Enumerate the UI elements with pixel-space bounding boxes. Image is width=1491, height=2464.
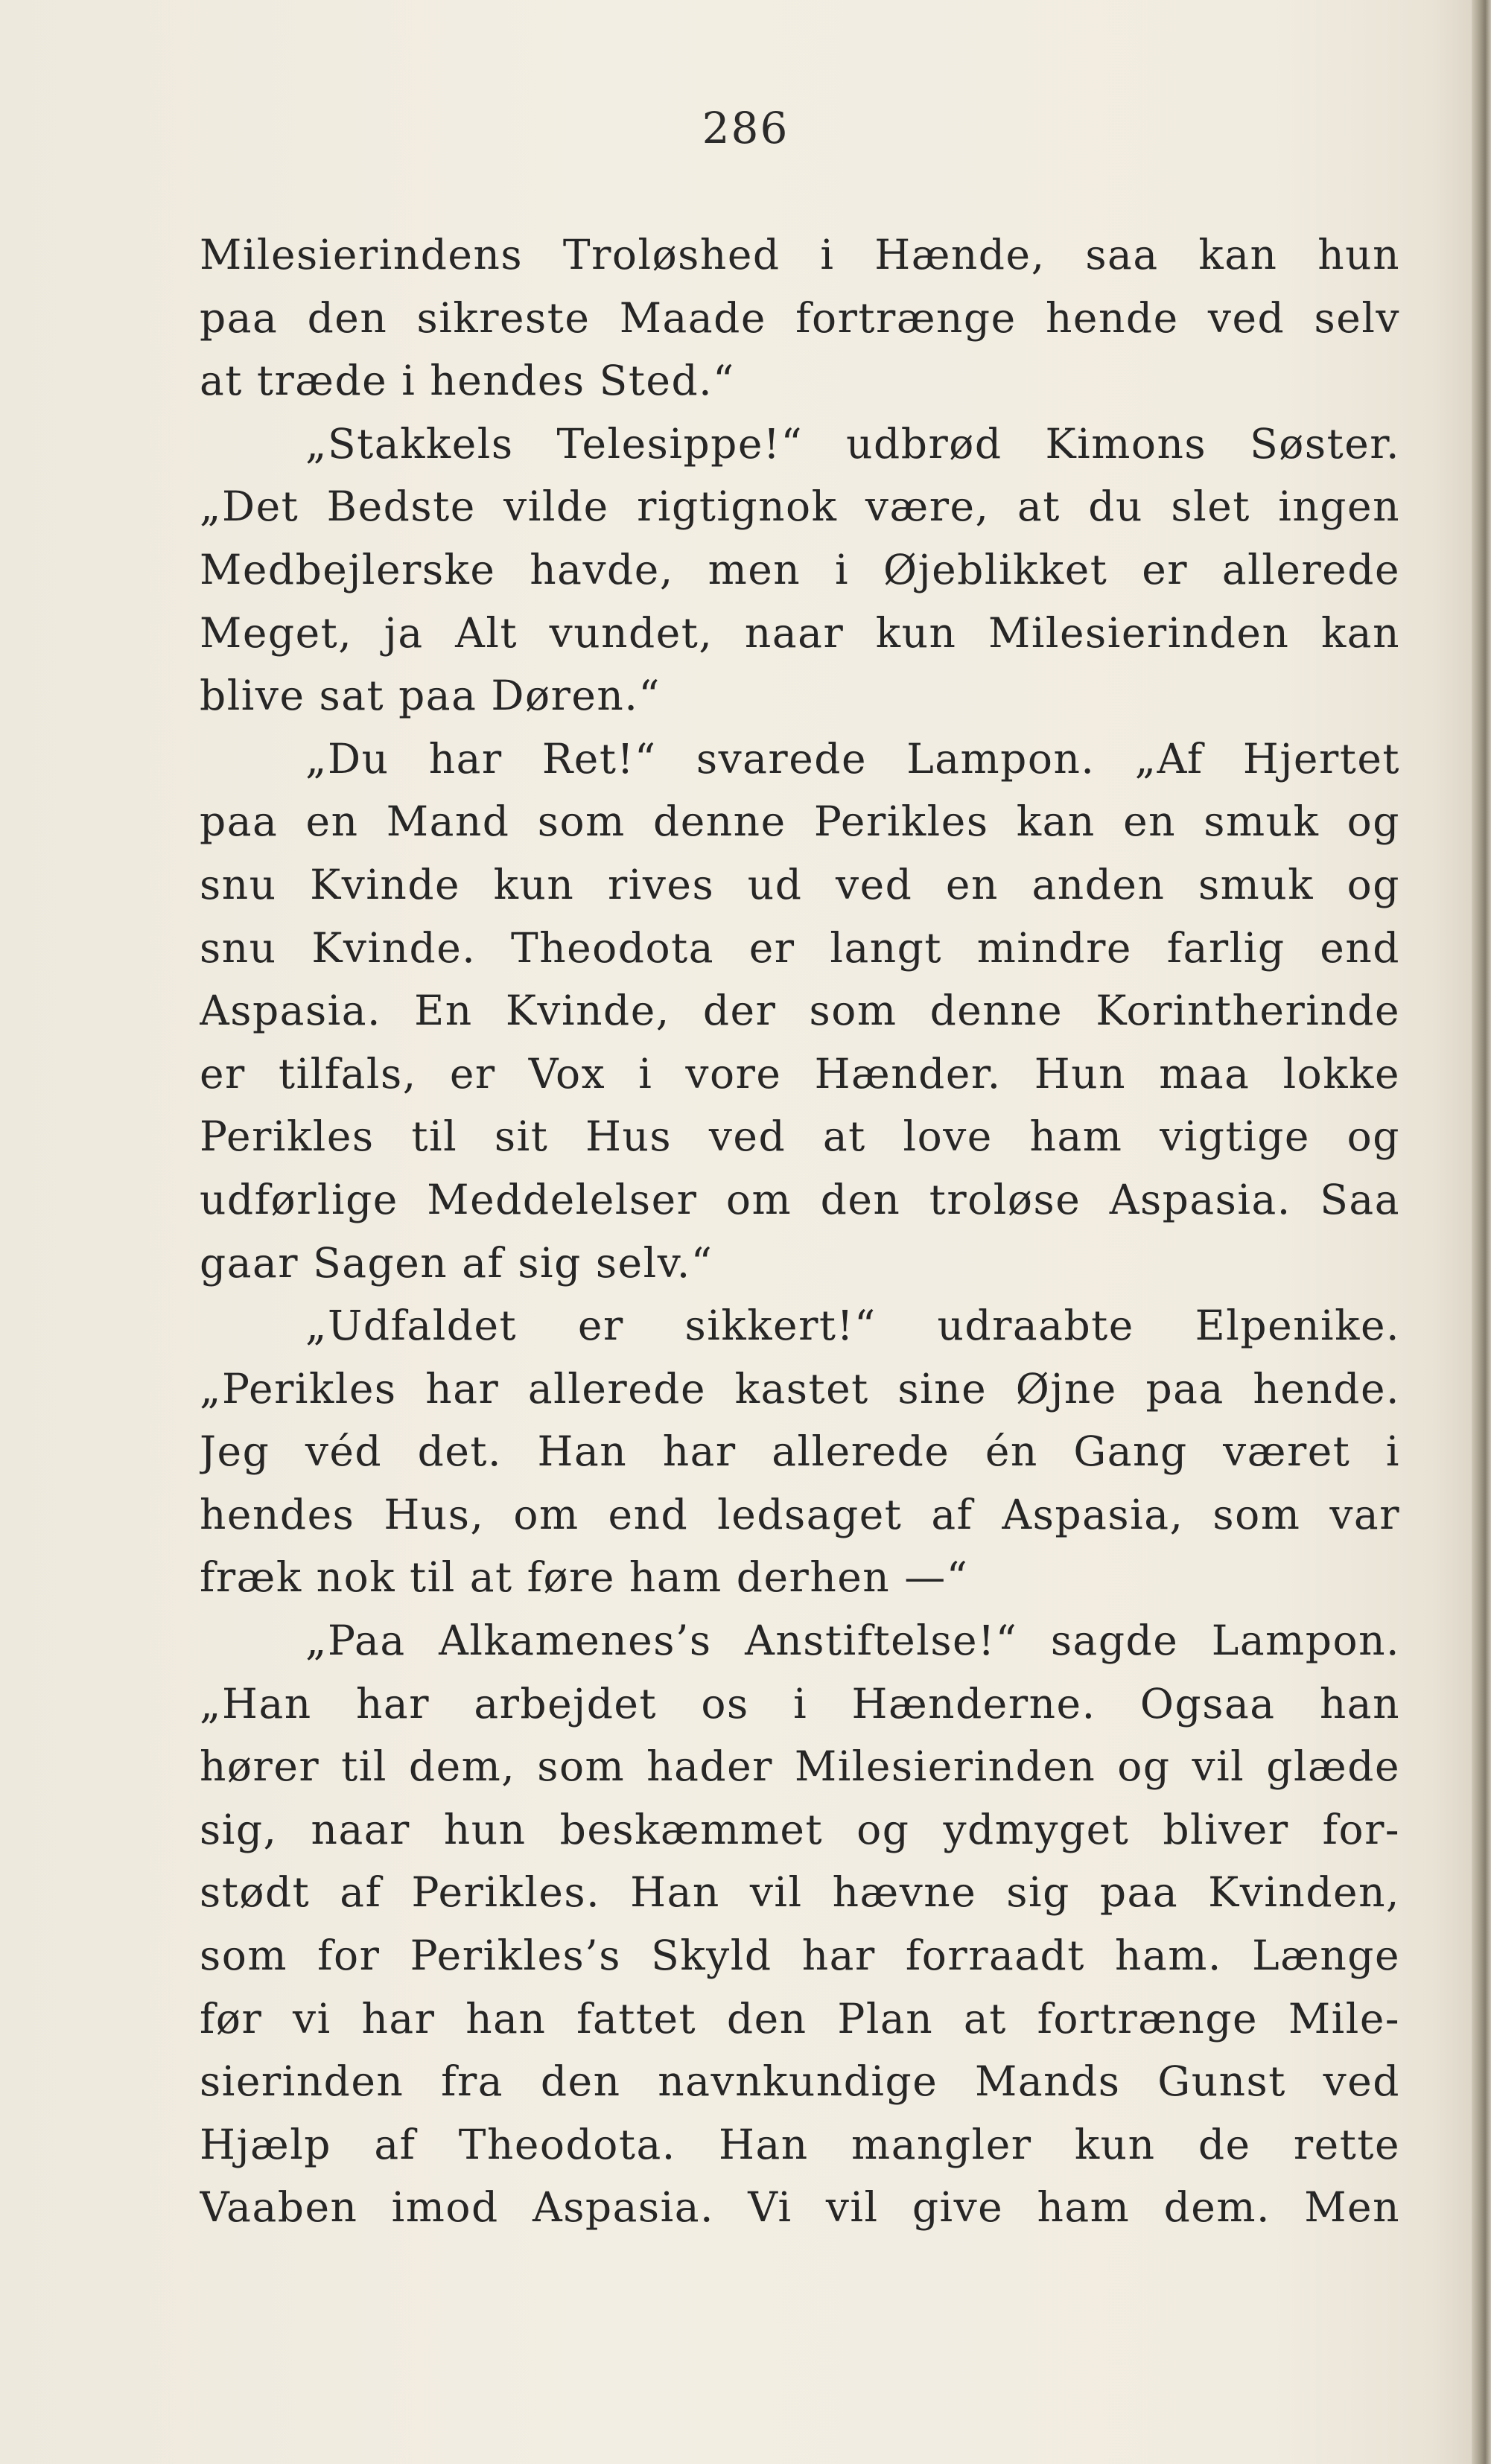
text-line: er tilfals, er Vox i vore Hænder. Hun maa lokke (200, 1049, 1400, 1098)
text-line: udførlige Meddelelser om den troløse Aspasia. Saa (200, 1175, 1400, 1223)
text-line: „Det Bedste vilde rigtignok være, at du slet ingen (200, 483, 1400, 531)
text-line: snu Kvinde kun rives ud ved en anden smuk og (200, 860, 1400, 908)
text-line: „Paa Alkamenes’s Anstiftelse!“ sagde Lampon. (305, 1617, 1400, 1665)
text-line: Vaaben imod Aspasia. Vi vil give ham dem. Men (200, 2183, 1400, 2232)
text-line: Milesierindens Troløshed i Hænde, saa kan hun (200, 231, 1400, 278)
text-line: at træde i hendes Sted.“ (200, 357, 735, 405)
text-line: „Du har Ret!“ svarede Lampon. „Af Hjertet (305, 734, 1400, 783)
text-line: Hjælp af Theodota. Han mangler kun de rette (200, 2120, 1400, 2168)
text-line: sierinden fra den navnkundige Mands Gunst ved (200, 2057, 1400, 2106)
text-line: Perikles til sit Hus ved at love ham vigtige og (200, 1112, 1400, 1161)
text-line: fræk nok til at føre ham derhen —“ (200, 1553, 969, 1602)
text-line: Medbejlerske havde, men i Øjeblikket er allerede (200, 545, 1400, 593)
body-text (200, 223, 1400, 2239)
text-line: paa en Mand som denne Perikles kan en smuk og (200, 798, 1400, 846)
text-line: paa den sikreste Maade fortrænge hende ved selv (200, 293, 1400, 342)
text-line: før vi har han fattet den Plan at fortrænge Mile- (200, 1994, 1400, 2043)
text-line: hendes Hus, om end ledsaget af Aspasia, som var (200, 1490, 1400, 1538)
text-line: Aspasia. En Kvinde, der som denne Korintherinde (200, 987, 1400, 1035)
text-line: gaar Sagen af sig selv.“ (200, 1238, 713, 1287)
text-line: blive sat paa Døren.“ (200, 672, 661, 720)
text-line: „Stakkels Telesippe!“ udbrød Kimons Søster. (305, 419, 1400, 468)
text-line: hører til dem, som hader Milesierinden og vil glæde (200, 1742, 1400, 1791)
text-line: som for Perikles’s Skyld har forraadt ham. Længe (200, 1932, 1400, 1980)
text-line: „Han har arbejdet os i Hænderne. Ogsaa han (200, 1679, 1400, 1728)
text-line: Meget, ja Alt vundet, naar kun Milesierinden kan (200, 608, 1400, 657)
text-line: snu Kvinde. Theodota er langt mindre farlig end (200, 923, 1400, 972)
page-edge-shadow (1472, 0, 1491, 2464)
text-line: „Udfaldet er sikkert!“ udraabte Elpenike. (305, 1302, 1400, 1350)
text-line: stødt af Perikles. Han vil hævne sig paa Kvinden, (200, 1868, 1400, 1917)
text-line: Jeg véd det. Han har allerede én Gang været i (200, 1427, 1400, 1476)
text-line: „Perikles har allerede kastet sine Øjne paa hende. (200, 1364, 1400, 1413)
page-number: 286 (702, 103, 789, 153)
text-line: sig, naar hun beskæmmet og ydmyget bliver for- (200, 1805, 1400, 1853)
